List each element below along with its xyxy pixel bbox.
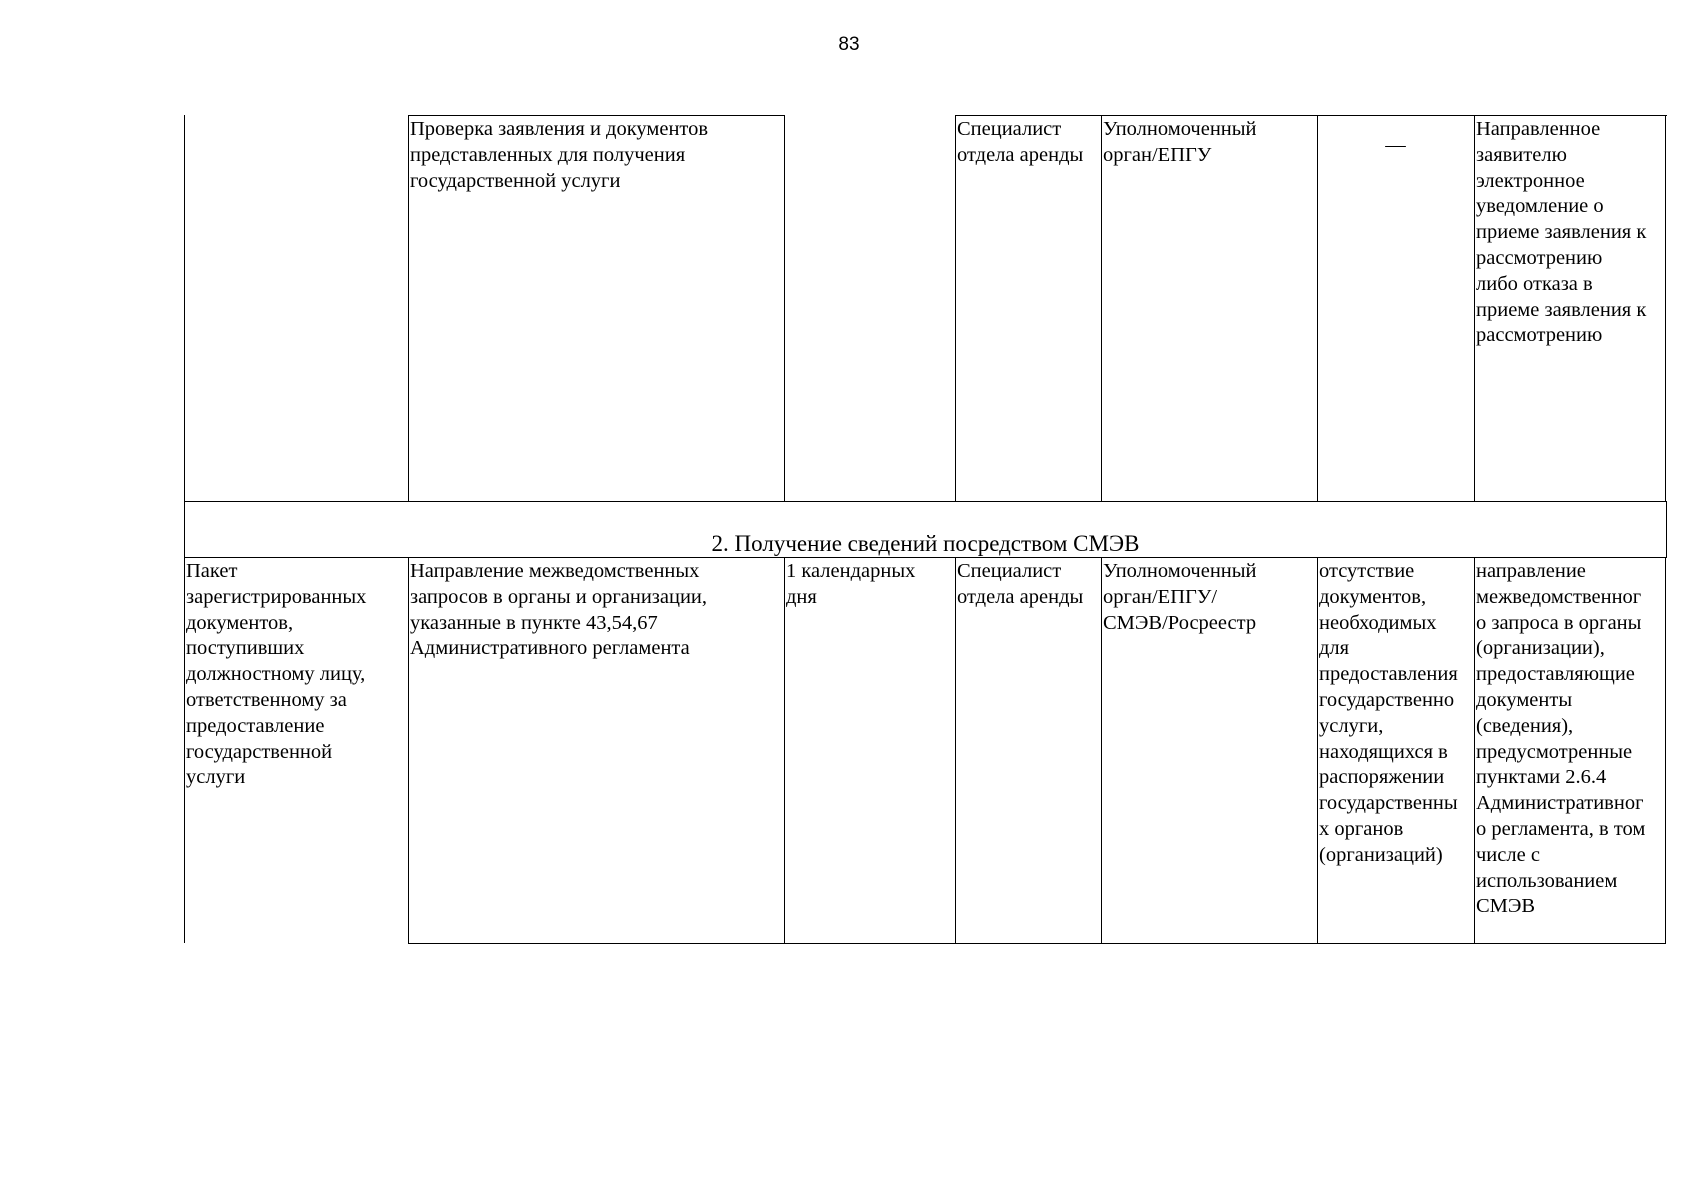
row1-col2-border bbox=[408, 115, 409, 501]
row2-result-cell: направление межведомственног о запроса в органы (организации), предоставляющие документы (сведения), предусмотренные пунктами 2.6.4 Административног о регламента, в том числе с использованием СМЭВ bbox=[1476, 560, 1646, 918]
row1-left-edge bbox=[184, 115, 185, 501]
row1-top-border-right bbox=[955, 115, 1667, 116]
row1-result-cell: Направленное заявителю электронное уведомление о приеме заявления к рассмотрению либо отказа в приеме заявления к рассмотрению bbox=[1476, 118, 1647, 347]
row2-place-cell: Уполномоченный орган/ЕПГУ/ СМЭВ/Росреестр bbox=[1103, 560, 1257, 634]
page-number: 83 bbox=[838, 34, 860, 55]
row2-col6-border bbox=[1317, 557, 1318, 943]
row2-col7-border bbox=[1474, 557, 1475, 943]
row2-basis-cell: Пакет зарегистрированных документов, поступивших должностному лицу, ответственному за предоставление государственной услуги bbox=[186, 560, 367, 789]
row2-criteria-cell: отсутствие документов, необходимых для предоставления государственно услуги, находящихся в распоряжении государственны х органов (организаций) bbox=[1319, 560, 1458, 866]
section-title: 2. Получение сведений посредством СМЭВ bbox=[711, 531, 1140, 556]
row1-col4-border bbox=[955, 115, 956, 501]
row2-bottom-border bbox=[408, 943, 1666, 944]
row2-col3-border bbox=[784, 557, 785, 943]
row1-place-cell: Уполномоченный орган/ЕПГУ bbox=[1103, 118, 1257, 166]
row2-duration-cell: 1 календарных дня bbox=[786, 560, 916, 608]
row1-responsible-cell: Специалист отдела аренды bbox=[957, 118, 1084, 166]
row1-col3-border bbox=[784, 115, 785, 501]
row1-col7-border bbox=[1474, 115, 1475, 501]
row2-left-edge bbox=[184, 557, 185, 943]
row2-col5-border bbox=[1101, 557, 1102, 943]
section-bottom-border bbox=[184, 557, 1667, 558]
row2-col4-border bbox=[955, 557, 956, 943]
row2-action-cell: Направление межведомственных запросов в органы и организации, указанные в пункте 43,54,67 Административного регламента bbox=[410, 560, 708, 660]
row2-col2-border bbox=[408, 557, 409, 943]
row1-col6-border bbox=[1317, 115, 1318, 501]
row1-top-border bbox=[408, 115, 784, 116]
row2-responsible-cell: Специалист отдела аренды bbox=[957, 560, 1084, 608]
section-top-border bbox=[184, 501, 1667, 502]
row2-right-edge bbox=[1665, 557, 1666, 943]
row1-criteria-cell: — bbox=[1385, 134, 1406, 156]
row1-right-edge bbox=[1665, 115, 1666, 501]
row1-action-cell: Проверка заявления и документов представленных для получения государственной услуги bbox=[410, 118, 709, 192]
row1-col5-border bbox=[1101, 115, 1102, 501]
